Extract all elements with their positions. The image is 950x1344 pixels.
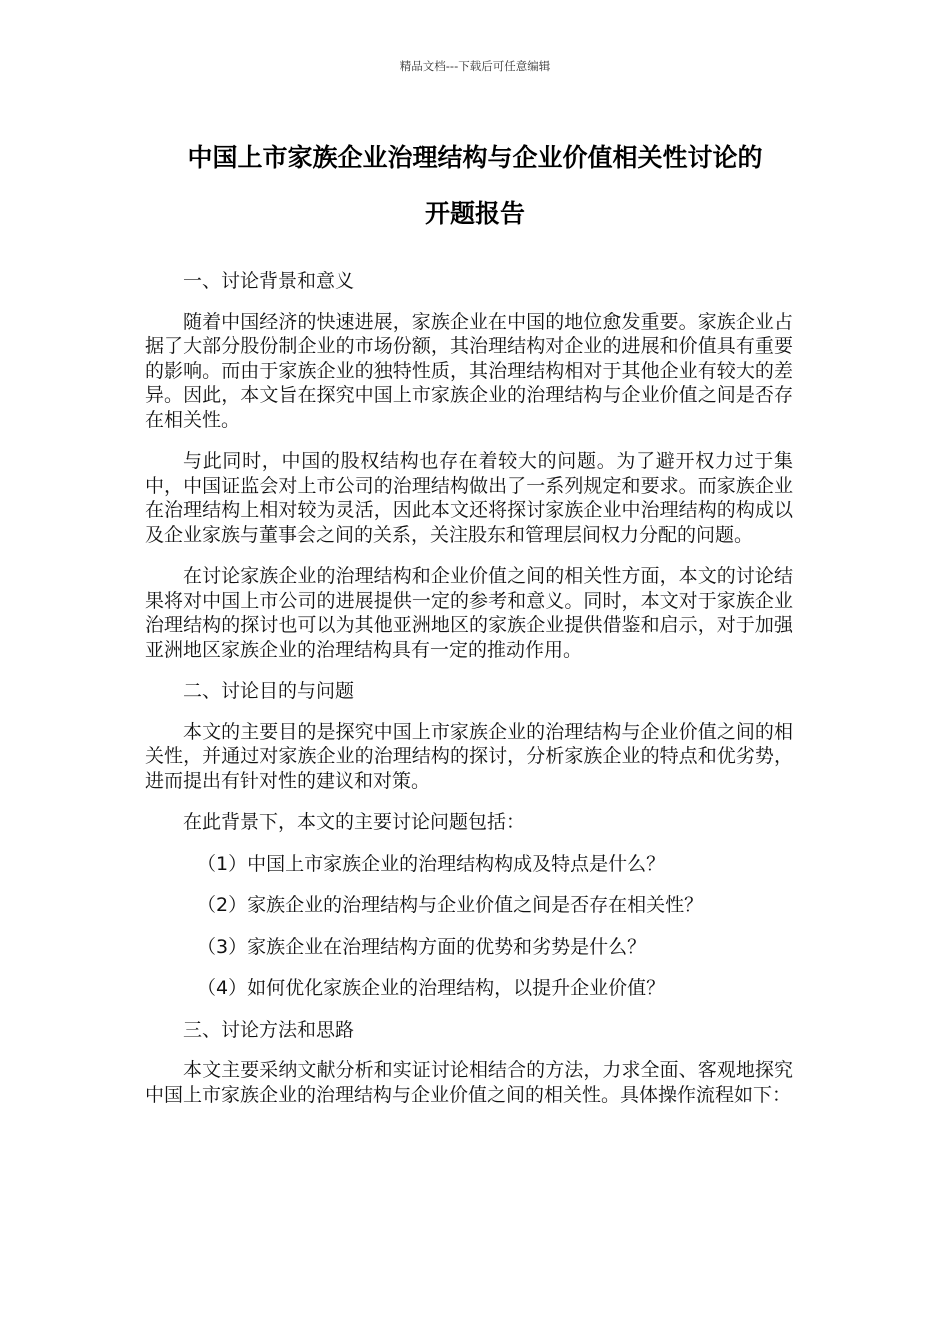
- question-item: （2）家族企业的治理结构与企业价值之间是否存在相关性？: [197, 894, 704, 916]
- document-title-line-1: 中国上市家族企业治理结构与企业价值相关性讨论的: [187, 143, 763, 172]
- paragraph: 与此同时，中国的股权结构也存在着较大的问题。为了避开权力过于集中，中国证监会对上市公司的治理结构做出了一系列规定和要求。而家族企业在治理结构上相对较为灵活，因此本文还将探讨家族企业中治理结构的构成以及企业家族与董事会之间的关系，关注股东和管理层间权力分配的问题。: [145, 450, 793, 546]
- paragraph: 随着中国经济的快速进展，家族企业在中国的地位愈发重要。家族企业占据了大部分股份制企业的市场份额，其治理结构对企业的进展和价值具有重要的影响。而由于家族企业的独特性质，其治理结构相对于其他企业有较大的差异。因此，本文旨在探究中国上市家族企业的治理结构与企业价值之间是否存在相关性。: [145, 310, 793, 431]
- paragraph: 本文主要采纳文献分析和实证讨论相结合的方法，力求全面、客观地探究中国上市家族企业的治理结构与企业价值之间的相关性。具体操作流程如下：: [145, 1059, 793, 1106]
- document-title-line-2: 开题报告: [424, 199, 525, 228]
- question-item: （1）中国上市家族企业的治理结构构成及特点是什么？: [197, 852, 666, 875]
- section-heading-methods: 三、讨论方法和思路: [183, 1018, 355, 1041]
- document-body: [145, 269, 793, 1124]
- question-item: （3）家族企业在治理结构方面的优势和劣势是什么？: [197, 935, 647, 958]
- question-item: （4）如何优化家族企业的治理结构，以提升企业价值？: [197, 977, 666, 999]
- section-heading-background: 一、讨论背景和意义: [183, 270, 355, 292]
- paragraph: 本文的主要目的是探究中国上市家族企业的治理结构与企业价值之间的相关性，并通过对家族企业的治理结构的探讨，分析家族企业的特点和优劣势，进而提出有针对性的建议和对策。: [145, 720, 793, 792]
- paragraph: 在此背景下，本文的主要讨论问题包括：: [183, 811, 526, 833]
- header-watermark: 精品文档---下载后可任意编辑: [399, 59, 551, 73]
- section-heading-objectives: 二、讨论目的与问题: [183, 680, 355, 702]
- paragraph: 在讨论家族企业的治理结构和企业价值之间的相关性方面，本文的讨论结果将对中国上市公司的进展提供一定的参考和意义。同时，本文对于家族企业治理结构的探讨也可以为其他亚洲地区的家族企业提供借鉴和启示，对于加强亚洲地区家族企业的治理结构具有一定的推动作用。: [145, 565, 793, 661]
